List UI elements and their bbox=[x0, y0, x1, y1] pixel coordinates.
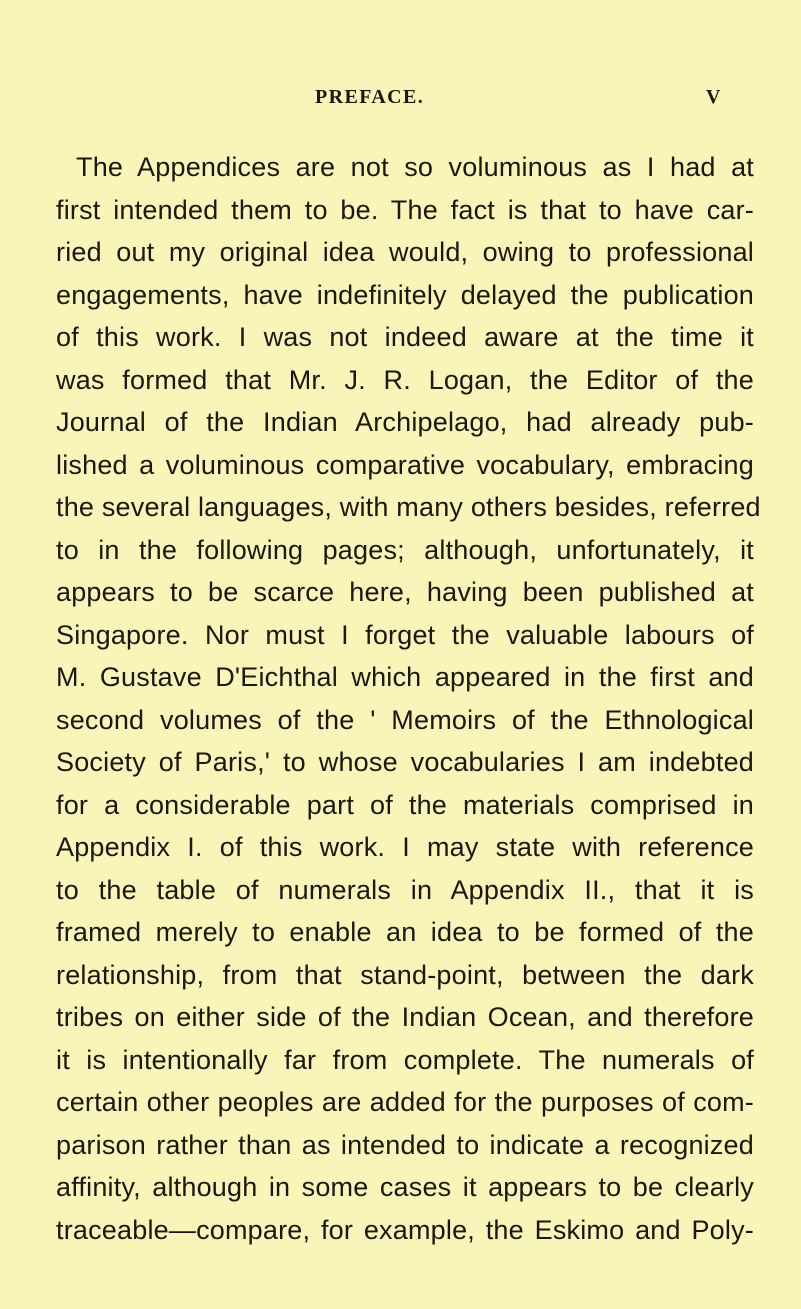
text-line: to in the following pages; although, unfortunately, it bbox=[56, 534, 754, 565]
running-head bbox=[0, 86, 801, 116]
text-line: tribes on either side of the Indian Ocean, and therefore bbox=[56, 1002, 754, 1032]
text-line: to the table of numerals in Appendix II., that it is bbox=[56, 874, 754, 905]
running-head-title: PREFACE. bbox=[315, 86, 425, 108]
text-line: second volumes of the ' Memoirs of the Ethnological bbox=[56, 704, 754, 735]
text-line: engagements, have indefinitely delayed the publication bbox=[56, 279, 754, 310]
text-line: lished a voluminous comparative vocabulary, embracing bbox=[56, 449, 754, 480]
text-line: framed merely to enable an idea to be formed of the bbox=[56, 917, 754, 947]
text-line: affinity, although in some cases it appears to be clearly bbox=[56, 1172, 754, 1202]
text-line: certain other peoples are added for the purposes of com- bbox=[56, 1087, 754, 1117]
text-line: appears to be scarce here, having been published at bbox=[56, 577, 754, 607]
body-text bbox=[56, 146, 761, 1251]
page-number: V bbox=[706, 86, 721, 108]
text-line: of this work. I was not indeed aware at the time it bbox=[56, 322, 754, 352]
text-line: Journal of the Indian Archipelago, had already pub- bbox=[56, 407, 754, 437]
text-line: Singapore. Nor must I forget the valuable labours of bbox=[56, 619, 754, 650]
text-line: traceable—compare, for example, the Eskimo and Poly- bbox=[56, 1214, 754, 1245]
text-line: Appendix I. of this work. I may state with reference bbox=[56, 832, 754, 862]
text-line: first intended them to be. The fact is that to have car- bbox=[56, 194, 754, 225]
text-line: ried out my original idea would, owing to professional bbox=[56, 237, 754, 267]
text-line: relationship, from that stand-point, between the dark bbox=[56, 959, 754, 990]
text-line: Society of Paris,' to whose vocabularies I am indebted bbox=[56, 747, 754, 777]
text-line: parison rather than as intended to indicate a recognized bbox=[56, 1129, 754, 1160]
text-line: M. Gustave D'Eichthal which appeared in the first and bbox=[56, 662, 754, 692]
text-line: was formed that Mr. J. R. Logan, the Editor of the bbox=[56, 364, 754, 395]
text-line: for a considerable part of the materials comprised in bbox=[56, 789, 754, 820]
text-line: the several languages, with many others besides, referred bbox=[56, 492, 761, 522]
text-line: The Appendices are not so voluminous as I had at bbox=[76, 152, 754, 182]
text-line: it is intentionally far from complete. The numerals of bbox=[56, 1044, 754, 1075]
